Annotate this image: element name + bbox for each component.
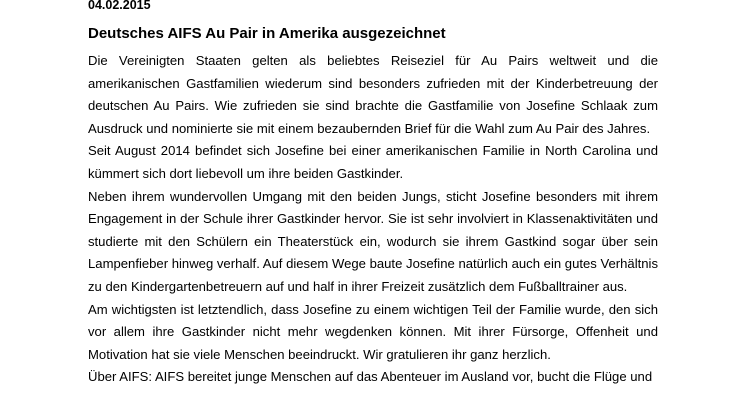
paragraph-intro: Die Vereinigten Staaten gelten als beliebtes Reiseziel für Au Pairs weltweit und die amerikanischen Gastfamilien wiederum sind besonders zufrieden mit der Kinderbetreuung der deutschen Au Pairs. Wie zufrieden sie sind brachte die Gastfamilie von Josefine Schlaak zum Ausdruck und nominierte sie mit einem bezaubernden Brief für die Wahl zum Au Pair des Jahres.	[88, 53, 658, 136]
document-date: 04.02.2015	[88, 0, 151, 12]
paragraph-engagement: Neben ihrem wundervollen Umgang mit den beiden Jungs, sticht Josefine besonders mit ihrem Engagement in der Schule ihrer Gastkinder hervor. Sie ist sehr involviert in Klassenaktivitäten und studierte mit den Schülern ein Theaterstück ein, wodurch sie ihrem Gastkind sogar über sein Lampenfieber hinweg verhalf. Auf diesem Wege baute Josefine natürlich auch ein gutes Verhältnis zu den Kindergartenbetreuern auf und half in ihrer Freizeit zusätzlich dem Fußballtrainer aus.	[88, 188, 658, 294]
document-headline: Deutsches AIFS Au Pair in Amerika ausgezeichnet	[88, 25, 446, 42]
document-page	[88, 0, 658, 389]
paragraph-since-august: Seit August 2014 befindet sich Josefine bei einer amerikanischen Familie in North Carolina und kümmert sich dort liebevoll um ihre beiden Gastkinder.	[88, 143, 658, 181]
paragraph-family: Am wichtigsten ist letztendlich, dass Josefine zu einem wichtigen Teil der Familie wurde, den sich vor allem ihre Gastkinder nicht mehr wegdenken können. Mit ihrer Fürsorge, Offenheit und Motivation hat sie viele Menschen beeindruckt. Wir gratulieren ihr ganz herzlich.	[88, 301, 658, 362]
paragraph-about-aifs: Über AIFS: AIFS bereitet junge Menschen auf das Abenteuer im Ausland vor, bucht die Flüge und	[88, 369, 653, 385]
